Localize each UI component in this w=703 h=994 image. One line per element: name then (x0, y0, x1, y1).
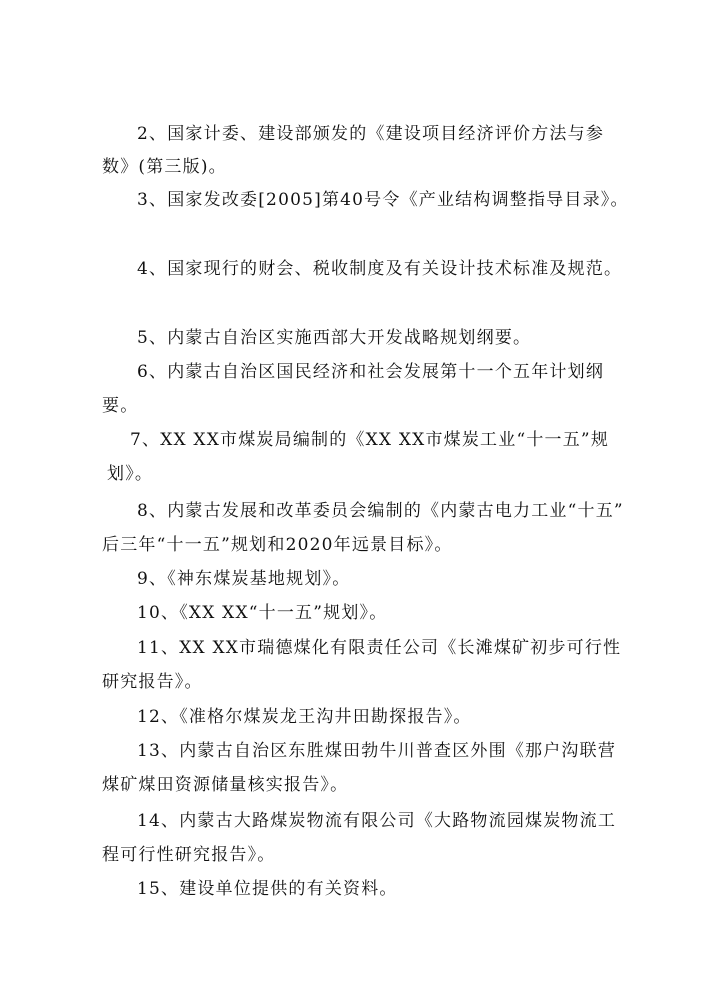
reference-11-line-1: 11、XX XX市瑞德煤化有限责任公司《长滩煤矿初步可行性 (137, 638, 622, 658)
reference-12-line-1: 12、《准格尔煤炭龙王沟井田勘探报告》。 (137, 707, 472, 727)
reference-14-line-1: 14、内蒙古大路煤炭物流有限公司《大路物流园煤炭物流工 (137, 811, 617, 831)
reference-13-line-2: 煤矿煤田资源储量核实报告》。 (102, 775, 349, 795)
reference-11-line-2: 研究报告》。 (102, 672, 203, 692)
reference-6-line-1: 6、内蒙古自治区国民经济和社会发展第十一个五年计划纲 (137, 362, 605, 382)
reference-10-line-1: 10、《XX XX“十一五”规划》。 (137, 603, 388, 623)
reference-8-line-2: 后三年“十一五”规划和2020年远景目标》。 (102, 535, 453, 555)
reference-14-line-2: 程可行性研究报告》。 (102, 845, 276, 865)
reference-9-line-1: 9、《神东煤炭基地规划》。 (137, 569, 351, 589)
reference-15-line-1: 15、建设单位提供的有关资料。 (137, 879, 398, 899)
reference-2-line-1: 2、国家计委、建设部颁发的《建设项目经济评价方法与参 (137, 124, 605, 144)
reference-6-line-2: 要。 (102, 396, 139, 416)
reference-3-line-1: 3、国家发改委[2005]第40号令《产业结构调整指导目录》。 (137, 190, 629, 210)
reference-7-line-1: 7、XX XX市煤炭局编制的《XX XX市煤炭工业“十一五”规 (130, 430, 610, 450)
reference-2-line-2: 数》(第三版)。 (102, 157, 227, 177)
reference-4-line-1: 4、国家现行的财会、税收制度及有关设计技术标准及规范。 (137, 259, 623, 279)
reference-7-line-2: 划》。 (107, 464, 154, 484)
reference-13-line-1: 13、内蒙古自治区东胜煤田勃牛川普查区外围《那户沟联营 (137, 741, 617, 761)
reference-8-line-1: 8、内蒙古发展和改革委员会编制的《内蒙古电力工业“十五” (137, 501, 624, 521)
reference-5-line-1: 5、内蒙古自治区实施西部大开发战略规划纲要。 (137, 328, 532, 348)
